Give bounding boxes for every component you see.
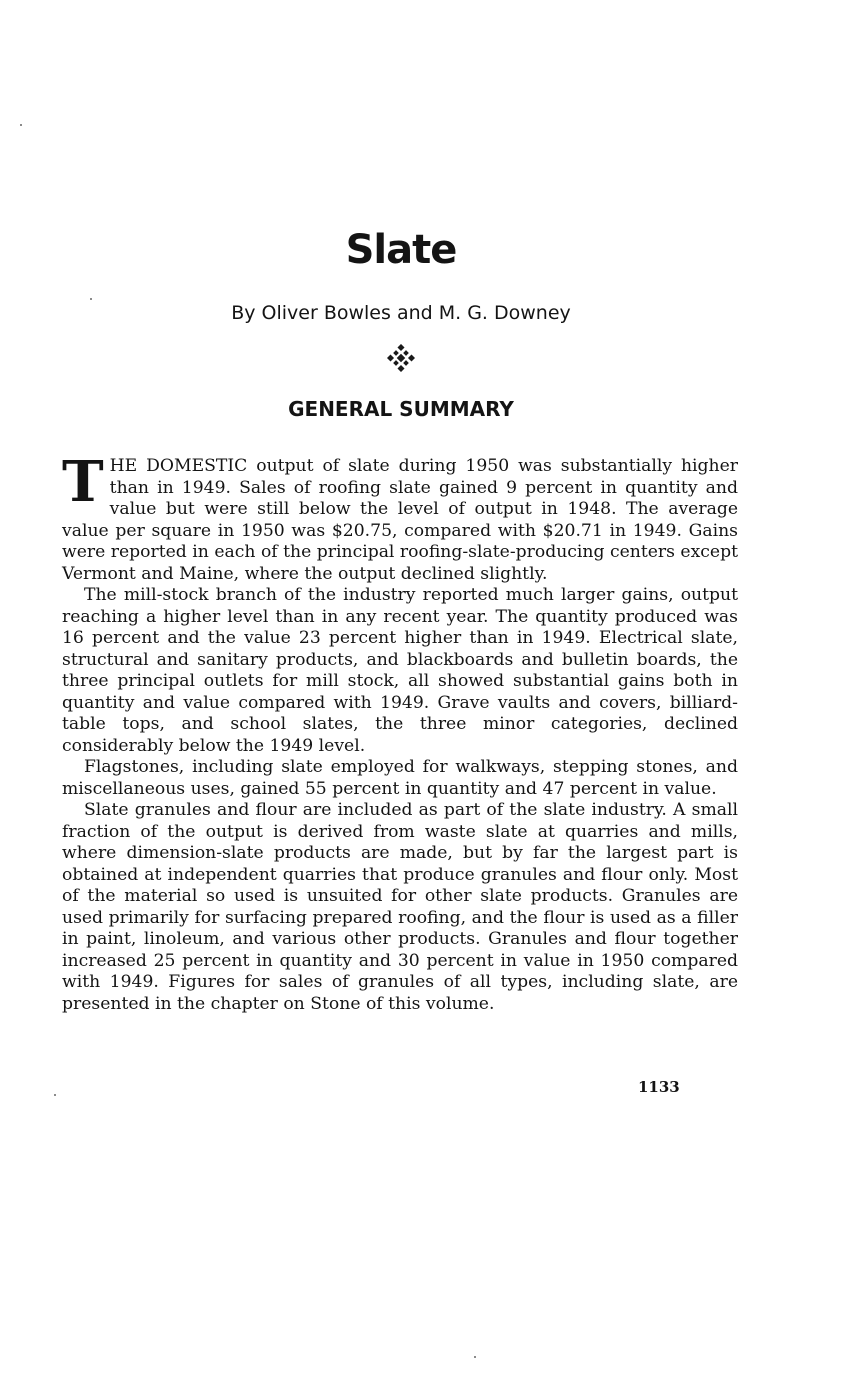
drop-cap: T — [62, 449, 104, 515]
scan-speck — [20, 124, 22, 126]
diamond-fleuron-icon — [387, 344, 415, 372]
section-heading: GENERAL SUMMARY — [288, 397, 514, 421]
paragraph-3: Flagstones, including slate employed for walkways, stepping stones, and miscellaneous uses, gained 55 percent in quantity and 47 percent in value. — [62, 757, 738, 799]
body-text — [62, 449, 738, 1015]
page-number: 1133 — [638, 1078, 680, 1096]
paragraph-2: The mill-stock branch of the industry reported much larger gains, output reaching a higher level than in any recent year. The quantity produced was 16 percent and the value 23 percent higher than in 1949. Electrical slate, structural and sanitary products, and blackboards and bulletin boards, the three principal outlets for mill stock, all showed substantial gains both in quantity and value compared with 1949. Grave vaults and covers, billiard-table tops, and school slates, the three minor categories, declined considerably below the 1949 level. — [62, 585, 738, 756]
scan-speck — [54, 1094, 56, 1096]
paragraph-4: Slate granules and flour are included as part of the slate industry. A small fraction of the output is derived from waste slate at quarries and mills, where dimension-slate products are made, but by far the largest part is obtained at independent quarries that produce granules and flour only. Most of the material so used is unsuited for other slate products. Granules are used primarily for surfacing prepared roofing, and the flour is used as a filler in paint, linoleum, and various other products. Granules and flour together increased 25 percent in quantity and 30 percent in value in 1950 compared with 1949. Figures for sales of granules of all types, including slate, are presented in the chapter on Stone of this volume. — [62, 800, 738, 1014]
page-title: Slate — [345, 227, 457, 273]
paragraph-1-text: HE DOMESTIC output of slate during 1950 was substantially higher than in 1949. Sales of roofing slate gained 9 percent in quantity and value but were still below the level of output in 1948. The average value per square in 1950 was $20.75, compared with $20.71 in 1949. Gains were reported in each of the principal roofing-slate-producing centers except Vermont and Maine, where the output declined slightly. — [62, 456, 738, 584]
scan-speck — [474, 1356, 476, 1358]
scan-speck — [90, 298, 92, 300]
author-byline: By Oliver Bowles and M. G. Downey — [231, 302, 571, 324]
paragraph-1 — [62, 449, 738, 585]
